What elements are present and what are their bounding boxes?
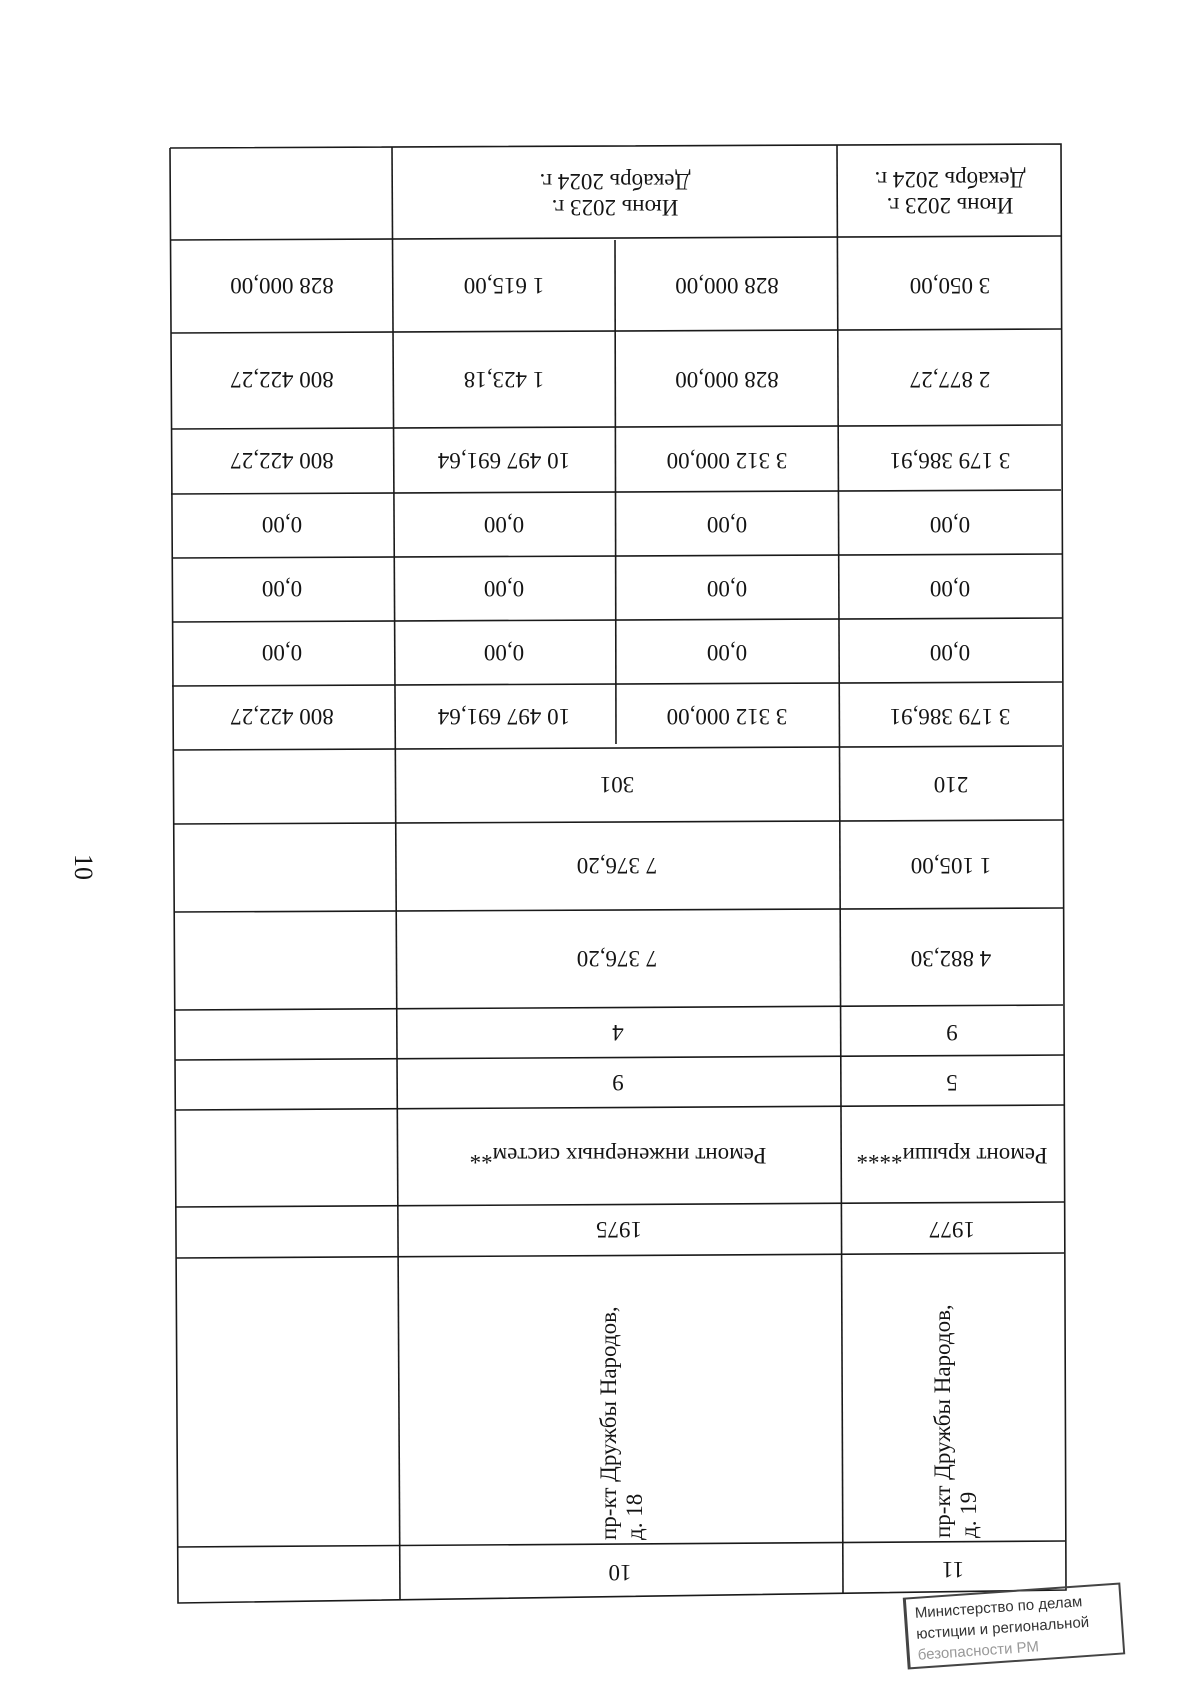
r6-col1: 0,00 <box>929 640 971 666</box>
r1-col3: 1 615,00 <box>463 273 545 299</box>
header-period-col1: Июнь 2023 г. Декабрь 2024 г. <box>874 167 1026 219</box>
r3-col1: 3 179 386,91 <box>889 448 1011 474</box>
r16-col1: 11 <box>941 1557 965 1583</box>
r7-col2: 3 312 000,00 <box>666 704 788 730</box>
r6-col3: 0,00 <box>483 640 525 666</box>
stamp-line-2: юстиции и региональной <box>915 1613 1090 1643</box>
r13-col1: Ремонт крыши**** <box>856 1143 1048 1169</box>
r5-col3: 0,00 <box>483 576 525 602</box>
r7-col4: 800 422,27 <box>230 704 334 730</box>
r2-col3: 1 423,18 <box>463 367 545 393</box>
r9-col2: 7 376,20 <box>576 853 658 879</box>
r15-col2-address: пр-кт Дружбы Народов, д. 18 <box>596 1306 647 1540</box>
r4-col4: 0,00 <box>261 512 303 538</box>
r2-col1: 2 877,27 <box>909 367 991 393</box>
r1-col1: 3 050,00 <box>909 273 991 299</box>
r8-col1: 210 <box>933 772 969 798</box>
r1-col2: 828 000,00 <box>675 273 779 299</box>
r3-col4: 800 422,27 <box>230 448 334 474</box>
r4-col2: 0,00 <box>706 512 748 538</box>
r3-col3: 10 497 691,64 <box>437 448 571 474</box>
r10-col1: 4 882,30 <box>910 946 992 972</box>
r12-col2: 9 <box>612 1070 624 1096</box>
r14-col1: 1977 <box>929 1217 975 1243</box>
r4-col3: 0,00 <box>483 512 525 538</box>
r8-col2: 301 <box>599 772 635 798</box>
r14-col2: 1975 <box>596 1217 642 1243</box>
r5-col1: 0,00 <box>929 576 971 602</box>
r3-col2: 3 312 000,00 <box>666 448 788 474</box>
r10-col2: 7 376,20 <box>576 946 658 972</box>
r6-col4: 0,00 <box>261 640 303 666</box>
r7-col3: 10 497 691,64 <box>437 704 571 730</box>
r12-col1: 5 <box>946 1070 958 1096</box>
r4-col1: 0,00 <box>929 512 971 538</box>
r11-col1: 9 <box>946 1020 958 1046</box>
r9-col1: 1 105,00 <box>910 853 992 879</box>
r5-col2: 0,00 <box>706 576 748 602</box>
stamp-line-3: безопасности РМ <box>917 1638 1040 1664</box>
r6-col2: 0,00 <box>706 640 748 666</box>
r5-col4: 0,00 <box>261 576 303 602</box>
r11-col2: 4 <box>612 1020 624 1046</box>
r7-col1: 3 179 386,91 <box>889 704 1011 730</box>
ministry-stamp <box>903 1582 1125 1669</box>
page-number: 10 <box>69 854 98 880</box>
r15-col1-address: пр-кт Дружбы Народов, д. 19 <box>930 1304 981 1538</box>
r1-col4: 828 000,00 <box>230 273 334 299</box>
r16-col2: 10 <box>608 1560 632 1586</box>
r13-col2: Ремонт инженерных систем** <box>469 1143 767 1169</box>
stamp-line-1: Министерство по делам <box>914 1593 1083 1622</box>
r2-col2: 828 000,00 <box>675 367 779 393</box>
r2-col4: 800 422,27 <box>230 367 334 393</box>
header-period-col2: Июнь 2023 г. Декабрь 2024 г. <box>539 169 691 221</box>
